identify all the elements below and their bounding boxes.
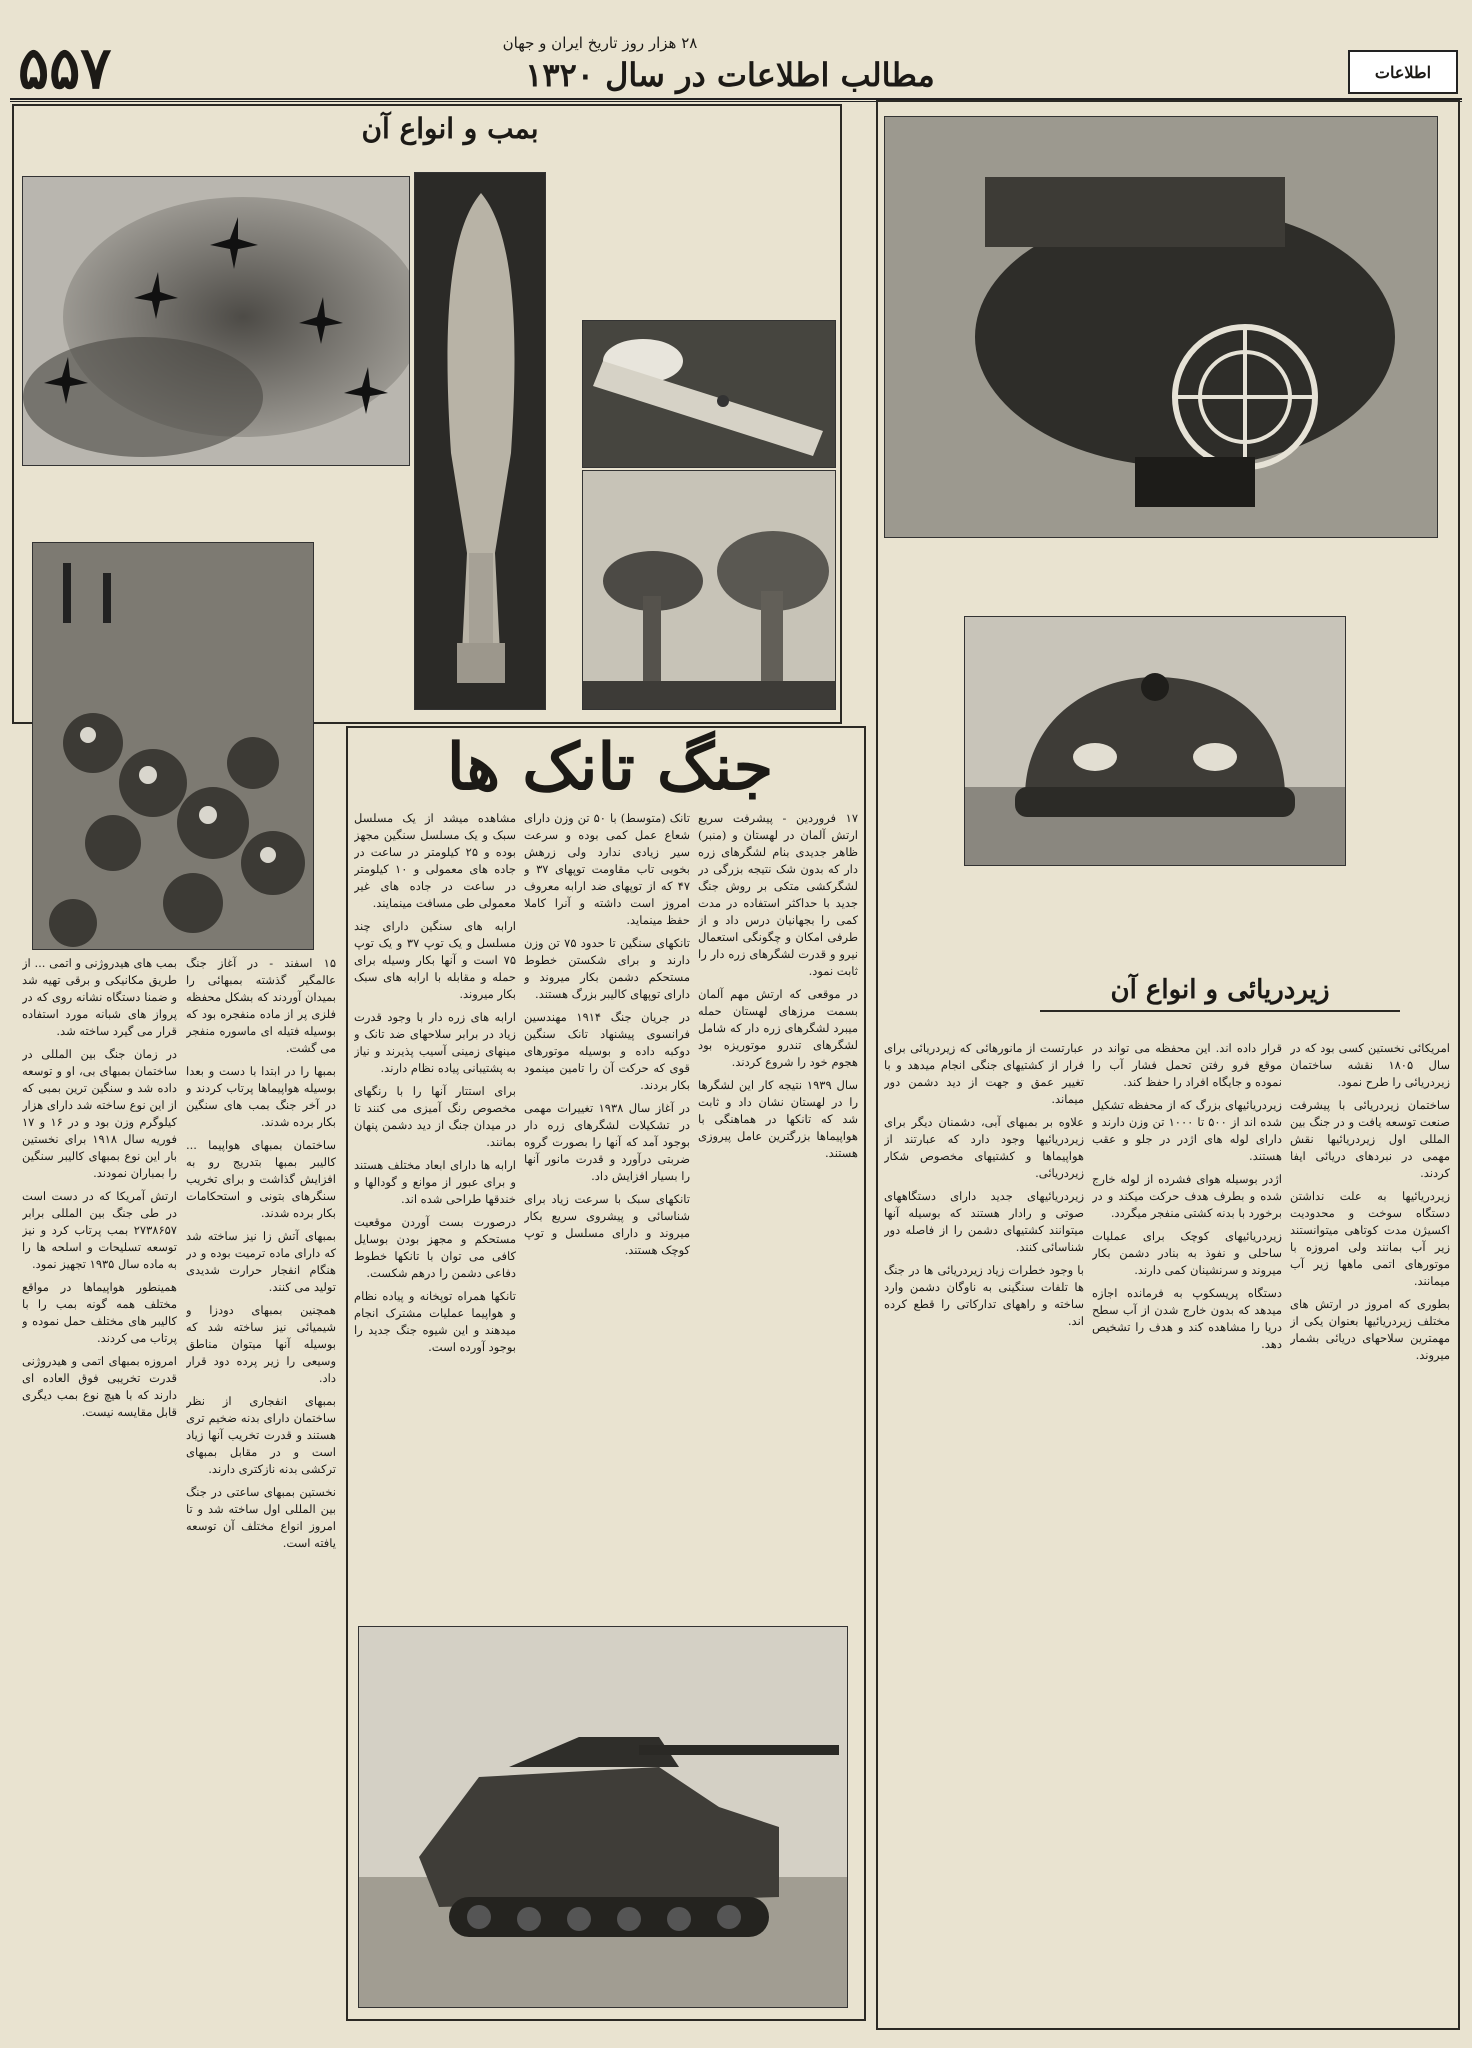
tanks-paragraph: در آغاز سال ۱۹۳۸ تغییرات مهمی در تشکیلات لشگرهای زره دار بوجود آمد که آنها را بصورت گروه ضربتی درآورد و قدرت مانور آنها را بسیار افزایش داد.: [524, 1101, 690, 1183]
tanks-paragraph: ارابه های زره دار با وجود قدرت زیاد در برابر سلاحهای ضد تانک و مینهای زمینی آسیب پذیرند و نیاز به پشتیبانی پیاده نظام دارند.: [354, 1010, 516, 1075]
bombs-paragraph: همچنین بمبهای دودزا و شیمیائی نیز ساخته شد که بوسیله آنها میتوان مناطق وسیعی را زیر پرده دود قرار داد.: [186, 1303, 336, 1385]
submarine-paragraph: با وجود خطرات زیاد زیردریائی ها در جنگ ها تلفات سنگینی به ناوگان دشمن وارد ساخته و راههای تدارکاتی را قطع کرده اند.: [884, 1263, 1084, 1328]
bombs-paragraph: بمبهای آتش زا نیز ساخته شد که دارای ماده ترمیت بوده و در هنگام انفجار حرارت شدیدی تولید می کنند.: [186, 1229, 336, 1294]
submarine-paragraph: زیردریائیهای بزرگ که از محفظه تشکیل شده اند از ۵۰۰ تا ۱۰۰۰ تن وزن دارند و دارای لوله های اژدر در جلو و عقب هستند.: [1092, 1098, 1282, 1163]
submarine-paragraph: دستگاه پریسکوپ به فرمانده اجازه میدهد که بدون خارج شدن از آب سطح دریا را مشاهده کند و هدف را تشخیص دهد.: [1092, 1286, 1282, 1351]
running-header: ۲۸ هزار روز تاریخ ایران و جهان: [502, 34, 698, 52]
submarine-title-rule: [1040, 1010, 1400, 1012]
bombs-text-column: [186, 955, 336, 2015]
submarine-paragraph: امریکائی نخستین کسی بود که در سال ۱۸۰۵ نقشه ساختمان زیردریائی را طرح نمود.: [1290, 1041, 1450, 1089]
newspaper-logo: اطلاعات: [1348, 50, 1458, 94]
diving-sphere-photo: [964, 616, 1346, 866]
page-title: مطالب اطلاعات در سال ۱۳۲۰: [525, 56, 935, 94]
tanks-paragraph: ارابه ها دارای ابعاد مختلف هستند و برای عبور از موانع و گودالها و خندقها طراحی شده اند.: [354, 1158, 516, 1206]
bombs-paragraph: بمب های هیدروژنی و اتمی ... از طریق مکانیکی و برقی تهیه شد و ضمنا دستگاه نشانه روی که در پرواز های شبانه مورد استفاده قرار می گیرد ساخته شد.: [22, 956, 177, 1038]
tanks-paragraph: در جریان جنگ ۱۹۱۴ مهندسین فرانسوی پیشنهاد تانک سنگین دوکبه داده و بوسیله موتورهای قوی که حرکت آن را تامین مینمود بکار بردند.: [524, 1010, 690, 1092]
tanks-paragraph: تانکهای سنگین تا حدود ۷۵ تن وزن دارند و برای شکستن خطوط مستحکم دشمن بکار میروند و دارای توپهای کالیبر بزرگ هستند.: [524, 936, 690, 1001]
tanks-paragraph: ارابه های سنگین دارای چند مسلسل و یک توپ ۳۷ و یک توپ ۷۵ است و آنها بکار وسیله برای حمله و مقابله با ارابه های سبک بکار میروند.: [354, 919, 516, 1001]
tank-photo: [358, 1626, 848, 2008]
submarine-text-column: [1092, 1040, 1282, 2020]
submarine-text-column: [884, 1040, 1084, 2020]
tanks-paragraph: ۱۷ فروردین - پیشرفت سریع ارتش آلمان در لهستان و (منبر) ظاهر جدیدی بنام لشگرهای زره دار که بدون شک نتیجه بزرگی در لشگرکشی متکی بر روش جنگ جدید با حداکثر استفاده در مدت کمی را بجهانیان درس داد و از طرفی امکان و چگونگی استعمال نیرو و قدرت لشگرهای زره دار را ثابت نمود.: [698, 811, 858, 978]
bombs-paragraph: ارتش آمریکا که در دست است در طی جنگ بین المللی برابر ۲۷۳۸۶۵۷ بمب پرتاب کرد و نیز توسعه تسلیحات و اسلحه ها را به ماده سال ۱۹۳۵ تجهیز نمود.: [22, 1189, 177, 1271]
bombs-paragraph: همینطور هواپیماها در مواقع مختلف همه گونه بمب را با کالیبر های مختلف حمل نموده و پرتاب می کردند.: [22, 1280, 177, 1345]
submarine-paragraph: زیردریائیهای جدید دارای دستگاههای صوتی و رادار هستند که بوسیله آنها میتوانند کشتیهای دشمن را از فاصله دور شناسائی کنند.: [884, 1189, 1084, 1254]
tanks-paragraph: برای استتار آنها را با رنگهای مخصوص رنگ آمیزی می کنند تا در میدان جنگ از دید دشمن پنهان بمانند.: [354, 1084, 516, 1149]
bombs-paragraph: در زمان جنگ بین المللی در ساختمان بمبهای بی، او و توسعه داده شد و سنگین ترین بمبی که از این نوع ساخته شد دارای هزار کیلوگرم وزن بود و در ۱۶ و ۱۷ فوریه سال ۱۹۱۸ برای نخستین بار این نوع بمبهای کالیبر سنگین را بمباران نمودند.: [22, 1047, 177, 1180]
bombs-paragraph: بمبها را در ابتدا با دست و بعدا بوسیله هواپیماها پرتاب کردند و در آخر جنگ بمب های سنگین بکار برده شدند.: [186, 1064, 336, 1129]
tanks-paragraph: در موقعی که ارتش مهم آلمان بسمت مرزهای لهستان حمله میبرد لشگرهای زره دار که شامل لشگرهای تندرو موتوریزه بود هجوم خود را شروع کردند.: [698, 987, 858, 1069]
tanks-text-column: [524, 810, 690, 1450]
jets-photo: [22, 176, 410, 466]
bombs-paragraph: ۱۵ اسفند - در آغاز جنگ عالمگیر گذشته بمبهائی را بمیدان آوردند که بشکل محفظه فلزی پر از ماده منفجره بود که بوسیله فتیله ای ماسوره منفجر می گشت.: [186, 956, 336, 1055]
submarine-paragraph: علاوه بر بمبهای آبی، دشمنان دیگر برای زیردریائیها وجود دارد که عبارتند از هواپیماها و کشتیهای مخصوص شکار زیردریائی.: [884, 1115, 1084, 1180]
bombs-text-column: [22, 955, 177, 2015]
tanks-paragraph: تانکها همراه توپخانه و پیاده نظام و هواپیما عملیات مشترک انجام میدهند و این شیوه جنگ جدید را بوجود آورده است.: [354, 1289, 516, 1354]
bombs-paragraph: بمبهای انفجاری از نظر ساختمان دارای بدنه ضخیم تری هستند و قدرت تخریب آنها زیاد است و در مقابل بمبهای ترکشی بدنه نازکتری دارند.: [186, 1394, 336, 1476]
submarine-paragraph: زیردریائیهای کوچک برای عملیات ساحلی و نفوذ به بنادر دشمن بکار میروند و سرنشینان کمی دارند.: [1092, 1229, 1282, 1277]
bomb-shell-photo: [414, 172, 546, 710]
bombs-section-title: بمب و انواع آن: [361, 112, 539, 145]
tanks-paragraph: سال ۱۹۳۹ نتیجه کار این لشگرها را در لهستان نشان داد و ثابت شد که تانکها در هماهنگی با هواپیماها بزرگترین عامل پیروزی هستند.: [698, 1078, 858, 1160]
bombs-paragraph: نخستین بمبهای ساعتی در جنگ بین المللی اول ساخته شد و تا امروز انواع مختلف آن توسعه یافته است.: [186, 1485, 336, 1550]
munitions-depot-photo: [32, 542, 314, 950]
submarine-paragraph: عبارتست از مانورهائی که زیردریائی برای فرار از کشتیهای جنگی انجام میدهد و با تغییر عمق و جهت از دید دشمن دور میماند.: [884, 1041, 1084, 1106]
submarine-text-column: [1290, 1040, 1450, 2020]
tanks-text-column: [354, 810, 516, 1450]
submarine-paragraph: اژدر بوسیله هوای فشرده از لوله خارج شده و بطرف هدف حرکت میکند و در برخورد با بدنه کشتی منفجر میگردد.: [1092, 1172, 1282, 1220]
tanks-paragraph: مشاهده میشد از یک مسلسل سبک و یک مسلسل سنگین مجهز بوده و ۲۵ کیلومتر در ساعت در جاده های معمولی و ۱۰ کیلومتر در ساعت در جاده های غیر معمولی طی مسافت مینمایند.: [354, 811, 516, 910]
submersible-photo: [884, 116, 1438, 538]
bomb-nose-photo: [582, 320, 836, 468]
tanks-paragraph: تانکهای سبک با سرعت زیاد برای شناسائی و پیشروی سریع بکار میروند و دارای مسلسل و توپ کوچک هستند.: [524, 1192, 690, 1257]
tanks-section-title: جنگ تانک ها: [446, 730, 774, 805]
submarine-paragraph: قرار داده اند. این محفظه می تواند در موقع فرو رفتن تحمل فشار آب را نموده و جایگاه افراد را حفظ کند.: [1092, 1041, 1282, 1089]
submarine-section-title: زیردریائی و انواع آن: [1110, 975, 1330, 1005]
explosion-photo: [582, 470, 836, 710]
bombs-paragraph: امروزه بمبهای اتمی و هیدروژنی قدرت تخریبی فوق العاده ای دارند که با هیچ نوع بمب دیگری قابل مقایسه نیست.: [22, 1354, 177, 1419]
tanks-text-column: [698, 810, 858, 1450]
submarine-paragraph: بطوری که امروز در ارتش های مختلف زیردریائیها بعنوان یکی از مهمترین سلاحهای دریائی بشمار میروند.: [1290, 1297, 1450, 1362]
bombs-paragraph: ساختمان بمبهای هواپیما ... کالیبر بمبها بتدریج رو به افزایش گذاشت و برای تخریب سنگرهای بتونی و استحکامات بکار برده شدند.: [186, 1138, 336, 1220]
tanks-paragraph: درصورت بست آوردن موقعیت مستحکم و مجهز بودن بوسایل کافی می توان با تانکها خطوط دفاعی دشمن را درهم شکست.: [354, 1215, 516, 1280]
tanks-paragraph: تانک (متوسط) با ۵۰ تن وزن دارای شعاع عمل کمی بوده و سرعت سیر زیادی ندارد ولی زرهش بخوبی تاب مقاومت توپهای ۳۷ و ۴۷ که از توپهای ضد ارابه معروف امروز است داشته و آنرا کاملا حفظ مینماید.: [524, 811, 690, 927]
submarine-paragraph: ساختمان زیردریائی با پیشرفت صنعت توسعه یافت و در جنگ بین المللی اول زیردریائیها نقش مهمی در نبردهای دریائی ایفا کردند.: [1290, 1098, 1450, 1180]
submarine-paragraph: زیردریائیها به علت نداشتن دستگاه سوخت و محدودیت اکسیژن مدت کوتاهی میتوانستند زیر آب بمانند ولی امروزه با موتورهای اتمی ماهها زیر آب میمانند.: [1290, 1189, 1450, 1288]
page-number: ۵۵۷: [18, 34, 112, 102]
